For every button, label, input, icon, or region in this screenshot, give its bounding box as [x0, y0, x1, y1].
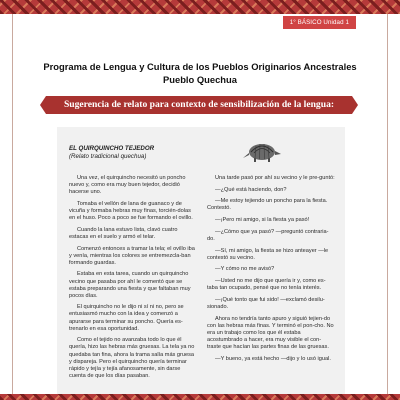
story-paragraph: —Me estoy tejiendo un poncho para la fiesta. Contestó.	[207, 198, 328, 212]
people-title: Pueblo Quechua	[163, 74, 237, 85]
story-paragraph: Una tarde pasó por ahí su vecino y le pre-guntó:	[215, 175, 335, 181]
program-title: Programa de Lengua y Cultura de los Pueblos Originarios Ancestrales	[43, 61, 357, 72]
story-paragraph: —¿Cómo que ya pasó? —preguntó contraria-do.	[207, 228, 329, 242]
story-paragraph: Ahora no tendría tanto apuro y siguió tejien-do con las hebras más finas. Y terminó el pon-cho. No era un trabajo como los que él estaba acostumbrado a hacer, era muy visible el con-traste que hacían las partes finas de las gruesas.	[207, 315, 334, 351]
story-paragraph: —¡Pero mi amigo, si la fiesta ya pasó!	[215, 217, 310, 224]
story-paragraph: Estaba en esta tarea, cuando un quirquincho vecino que pasaba por ahí le comentó que se estaba preparando una fiesta y que faltaban muy pocos días.	[69, 271, 191, 299]
program-header	[0, 60, 400, 86]
story-heading	[69, 145, 154, 161]
story-title: EL QUIRQUINCHO TEJEDOR	[69, 145, 155, 152]
bottom-decorative-pattern	[0, 394, 400, 400]
story-subtitle: (Relato tradicional quechua)	[69, 153, 147, 160]
story-paragraph: —¿Qué está haciendo, don?	[215, 186, 287, 193]
story-document	[57, 127, 345, 400]
story-paragraph: Una vez, el quirquincho necesitó un poncho nuevo y, como era muy buen tejedor, decidió hacerse uno.	[69, 175, 186, 196]
story-paragraph: El quirquincho no le dijo ni sí ni no, pero se entusiasmó mucho con la idea y comenzó a apurarse para terminar su poncho. Quería es-trenarlo en esa oportunidad.	[69, 304, 184, 332]
story-right-column	[207, 175, 335, 367]
story-paragraph: —Y cómo no me avisó?	[215, 266, 275, 273]
top-decorative-pattern	[0, 0, 400, 14]
story-paragraph: —Usted no me dijo que quería ir y, como es-taba tan ocupado, pensé que no tenía interés.	[207, 278, 326, 292]
story-paragraph: —Y bueno, ya está hecho —dijo y lo usó igual.	[215, 355, 331, 362]
story-paragraph: Tomaba el vellón de lana de guanaco y de vicuña y formaba hebras muy finas, torcién-dolas en el huso. Poco a poco se fue formando el ovillo.	[69, 200, 193, 222]
grade-unit-badge: 1° BÁSICO Unidad 1	[283, 16, 356, 29]
armadillo-illustration-icon	[241, 137, 283, 165]
story-paragraph: Como el tejido no avanzaba todo lo que él quería, hizo las hebras más gruesas. La tela ya no quedaba tan fina, ahora la trama salía más gruesa y dispareja. Pero el quirquincho quería terminar rápido y tejía y tejía afanosamente, sin darse cuenta de que los días pasaban.	[69, 337, 195, 379]
banner-right-cap	[352, 96, 358, 114]
story-paragraph: Cuando la lana estuvo lista, clavó cuatro estacas en el suelo y armó el telar.	[69, 226, 178, 240]
story-paragraph: —Sí, mi amigo, la fiesta se hizo anteayer —le contestó su vecino.	[207, 247, 329, 261]
section-banner: Sugerencia de relato para contexto de sensibilización de la lengua:	[46, 96, 352, 114]
story-paragraph: —¡Qué tonto que fui sido! —exclamó desilu-sionado.	[207, 296, 325, 310]
story-left-column	[69, 175, 195, 385]
story-paragraph: Comenzó entonces a tramar la tela; el ovillo iba y venía, mientras los colores se entremezcla-ban formando guardas.	[69, 245, 195, 266]
